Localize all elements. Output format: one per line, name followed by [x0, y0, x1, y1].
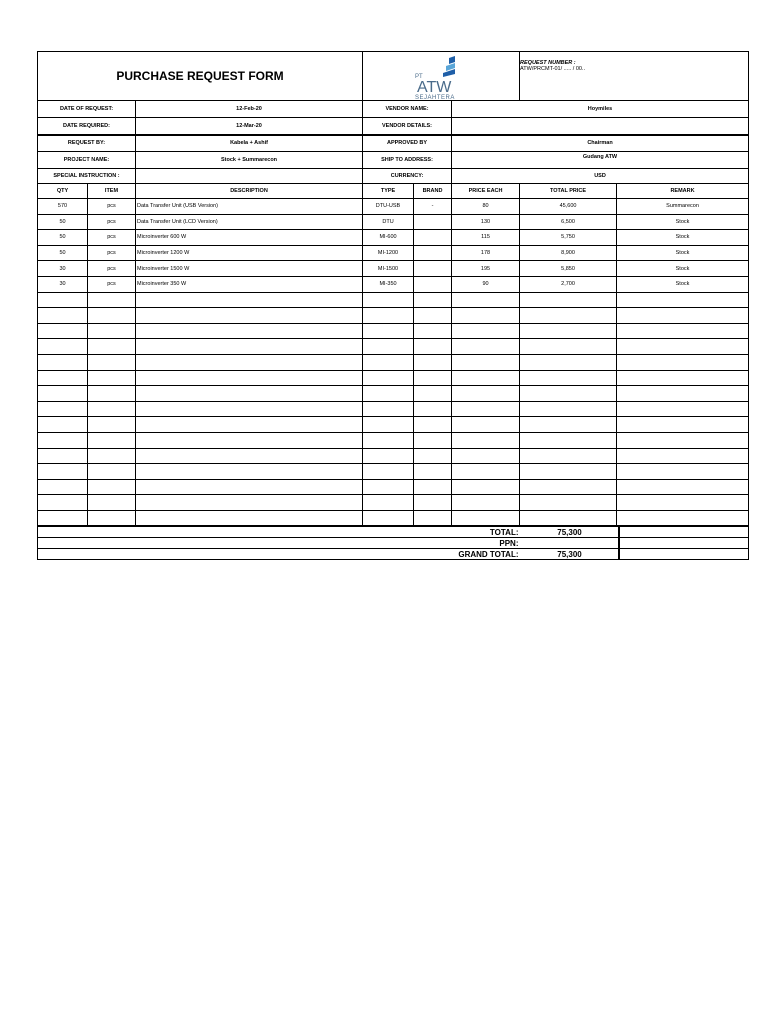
cell-item	[88, 308, 136, 324]
items-header-row	[38, 184, 749, 199]
cell-description	[136, 323, 363, 339]
cell-qty: 50	[38, 230, 88, 246]
grand-total-remark-blank	[619, 549, 749, 560]
cell-brand	[414, 245, 452, 261]
table-row	[38, 261, 749, 277]
cell-price-each: 178	[452, 245, 520, 261]
cell-total-price	[520, 417, 617, 433]
cell-remark	[617, 417, 749, 433]
cell-description	[136, 432, 363, 448]
total-row	[38, 527, 749, 538]
cell-brand	[414, 339, 452, 355]
cell-type	[363, 323, 414, 339]
blank-table-row	[38, 495, 749, 511]
cell-item	[88, 323, 136, 339]
blank-table-row	[38, 479, 749, 495]
cell-brand	[414, 230, 452, 246]
cell-total-price	[520, 479, 617, 495]
cell-type: MI-1200	[363, 245, 414, 261]
cell-brand	[414, 417, 452, 433]
date-required-value: 12-Mar-20	[136, 118, 363, 135]
ship-to-label: SHIP TO ADDRESS:	[363, 152, 452, 169]
cell-item	[88, 432, 136, 448]
table-row	[38, 214, 749, 230]
row-request-approved	[38, 135, 749, 152]
blank-table-row	[38, 510, 749, 526]
cell-remark	[617, 354, 749, 370]
cell-total-price: 45,600	[520, 199, 617, 215]
cell-description	[136, 495, 363, 511]
blank-table-row	[38, 386, 749, 402]
cell-item	[88, 495, 136, 511]
cell-description	[136, 386, 363, 402]
cell-type	[363, 510, 414, 526]
cell-remark: Stock	[617, 214, 749, 230]
project-name-value: Stock + Summarecon	[136, 152, 363, 169]
cell-brand	[414, 354, 452, 370]
svg-text:ATW: ATW	[417, 79, 452, 96]
cell-brand	[414, 308, 452, 324]
cell-price-each	[452, 464, 520, 480]
col-description-header: DESCRIPTION	[136, 184, 363, 199]
row-date-vendor	[38, 101, 749, 118]
cell-type: DTU	[363, 214, 414, 230]
cell-brand	[414, 292, 452, 308]
project-name-label: PROJECT NAME:	[38, 152, 136, 169]
cell-brand	[414, 464, 452, 480]
cell-brand	[414, 448, 452, 464]
cell-type	[363, 401, 414, 417]
cell-description	[136, 510, 363, 526]
cell-remark	[617, 448, 749, 464]
row-instruction-currency	[38, 169, 749, 184]
cell-total-price	[520, 495, 617, 511]
cell-item: pcs	[88, 214, 136, 230]
date-required-label: DATE REQUIRED:	[38, 118, 136, 135]
cell-item	[88, 354, 136, 370]
cell-remark: Stock	[617, 230, 749, 246]
date-of-request-label: DATE OF REQUEST:	[38, 101, 136, 118]
cell-brand	[414, 370, 452, 386]
cell-price-each	[452, 510, 520, 526]
cell-type: MI-600	[363, 230, 414, 246]
cell-price-each	[452, 354, 520, 370]
cell-remark	[617, 308, 749, 324]
cell-type	[363, 495, 414, 511]
col-item-header: ITEM	[88, 184, 136, 199]
cell-type	[363, 417, 414, 433]
ppn-row	[38, 538, 749, 549]
blank-table-row	[38, 354, 749, 370]
svg-text:SEJAHTERA: SEJAHTERA	[415, 95, 455, 100]
cell-total-price	[520, 354, 617, 370]
cell-qty	[38, 417, 88, 433]
cell-item	[88, 339, 136, 355]
cell-remark	[617, 432, 749, 448]
request-number-label: REQUEST NUMBER :	[520, 60, 576, 66]
cell-qty	[38, 479, 88, 495]
cell-item	[88, 292, 136, 308]
cell-description	[136, 339, 363, 355]
cell-brand	[414, 261, 452, 277]
cell-price-each	[452, 417, 520, 433]
cell-qty	[38, 308, 88, 324]
col-total-price-header: TOTAL PRICE	[520, 184, 617, 199]
cell-remark	[617, 339, 749, 355]
cell-description	[136, 308, 363, 324]
form-title: PURCHASE REQUEST FORM	[38, 52, 363, 101]
col-brand-header: BRAND	[414, 184, 452, 199]
cell-price-each	[452, 386, 520, 402]
table-row	[38, 245, 749, 261]
totals-table	[37, 526, 749, 560]
cell-qty	[38, 464, 88, 480]
cell-total-price	[520, 308, 617, 324]
request-by-label: REQUEST BY:	[38, 135, 136, 152]
cell-type	[363, 308, 414, 324]
purchase-request-form	[37, 51, 748, 560]
date-of-request-value: 12-Feb-20	[136, 101, 363, 118]
cell-total-price	[520, 464, 617, 480]
cell-brand	[414, 432, 452, 448]
total-value: 75,300	[522, 527, 619, 538]
cell-price-each: 115	[452, 230, 520, 246]
cell-type	[363, 292, 414, 308]
cell-qty: 50	[38, 214, 88, 230]
cell-total-price	[520, 432, 617, 448]
cell-qty	[38, 354, 88, 370]
cell-total-price	[520, 401, 617, 417]
cell-remark	[617, 370, 749, 386]
cell-type: MI-1500	[363, 261, 414, 277]
row-project-ship	[38, 152, 749, 169]
cell-price-each	[452, 370, 520, 386]
vendor-details-label: VENDOR DETAILS:	[363, 118, 452, 135]
cell-remark	[617, 510, 749, 526]
cell-description	[136, 417, 363, 433]
cell-total-price	[520, 370, 617, 386]
cell-description	[136, 479, 363, 495]
blank-table-row	[38, 339, 749, 355]
blank-table-row	[38, 370, 749, 386]
cell-remark	[617, 464, 749, 480]
cell-total-price: 5,850	[520, 261, 617, 277]
cell-remark	[617, 323, 749, 339]
atw-logo-icon	[413, 54, 473, 100]
cell-item	[88, 448, 136, 464]
cell-price-each: 90	[452, 276, 520, 292]
cell-item: pcs	[88, 261, 136, 277]
approved-by-value: Chairman	[452, 135, 749, 152]
cell-remark: Stock	[617, 245, 749, 261]
cell-brand	[414, 479, 452, 495]
cell-item	[88, 479, 136, 495]
cell-price-each	[452, 339, 520, 355]
cell-description: Microinverter 600 W	[136, 230, 363, 246]
table-row	[38, 230, 749, 246]
request-number-value: ATW/PRCMT-01/ ..... / 00..	[520, 66, 586, 72]
table-row	[38, 199, 749, 215]
cell-total-price	[520, 339, 617, 355]
row-required-details	[38, 118, 749, 135]
request-number-cell	[520, 52, 749, 101]
cell-total-price	[520, 323, 617, 339]
header-row	[38, 52, 749, 101]
company-logo	[363, 52, 520, 101]
cell-item	[88, 370, 136, 386]
table-row	[38, 276, 749, 292]
grand-total-value: 75,300	[522, 549, 619, 560]
cell-total-price	[520, 448, 617, 464]
currency-label: CURRENCY:	[363, 169, 452, 184]
cell-qty	[38, 386, 88, 402]
total-remark-blank	[619, 527, 749, 538]
cell-price-each	[452, 323, 520, 339]
col-type-header: TYPE	[363, 184, 414, 199]
cell-type: DTU-USB	[363, 199, 414, 215]
col-qty-header: QTY	[38, 184, 88, 199]
cell-total-price: 6,500	[520, 214, 617, 230]
cell-description: Microinverter 350 W	[136, 276, 363, 292]
cell-brand	[414, 276, 452, 292]
cell-brand	[414, 495, 452, 511]
request-by-value: Kabela + Ashif	[136, 135, 363, 152]
cell-remark: Stock	[617, 276, 749, 292]
cell-brand: -	[414, 199, 452, 215]
cell-type: MI-350	[363, 276, 414, 292]
cell-description: Microinverter 1500 W	[136, 261, 363, 277]
cell-item	[88, 401, 136, 417]
cell-remark: Summarecon	[617, 199, 749, 215]
ppn-value	[522, 538, 619, 549]
cell-description	[136, 401, 363, 417]
cell-total-price	[520, 386, 617, 402]
col-price-each-header: PRICE EACH	[452, 184, 520, 199]
cell-description: Data Transfer Unit (LCD Version)	[136, 214, 363, 230]
blank-table-row	[38, 417, 749, 433]
cell-total-price	[520, 510, 617, 526]
vendor-name-value: Hoymiles	[452, 101, 749, 118]
cell-qty	[38, 292, 88, 308]
blank-table-row	[38, 448, 749, 464]
ppn-label: PPN:	[38, 538, 522, 549]
cell-brand	[414, 510, 452, 526]
cell-remark: Stock	[617, 261, 749, 277]
cell-price-each	[452, 432, 520, 448]
special-instruction-label: SPECIAL INSTRUCTION :	[38, 169, 136, 184]
cell-item: pcs	[88, 230, 136, 246]
cell-qty: 30	[38, 261, 88, 277]
cell-qty	[38, 401, 88, 417]
cell-brand	[414, 323, 452, 339]
cell-price-each: 195	[452, 261, 520, 277]
cell-item: pcs	[88, 276, 136, 292]
cell-item	[88, 386, 136, 402]
grand-total-row	[38, 549, 749, 560]
cell-total-price: 5,750	[520, 230, 617, 246]
cell-qty: 50	[38, 245, 88, 261]
blank-table-row	[38, 401, 749, 417]
cell-price-each	[452, 308, 520, 324]
cell-type	[363, 354, 414, 370]
cell-type	[363, 386, 414, 402]
svg-text:PT: PT	[415, 74, 423, 80]
cell-description: Microinverter 1200 W	[136, 245, 363, 261]
cell-price-each	[452, 479, 520, 495]
cell-price-each	[452, 292, 520, 308]
cell-qty	[38, 432, 88, 448]
cell-qty	[38, 370, 88, 386]
cell-qty	[38, 448, 88, 464]
cell-qty	[38, 495, 88, 511]
cell-description	[136, 464, 363, 480]
cell-item	[88, 417, 136, 433]
cell-remark	[617, 292, 749, 308]
blank-table-row	[38, 464, 749, 480]
cell-qty	[38, 323, 88, 339]
special-instruction-value	[136, 169, 363, 184]
cell-description	[136, 292, 363, 308]
blank-table-row	[38, 308, 749, 324]
total-label: TOTAL:	[38, 527, 522, 538]
form-table	[37, 51, 749, 526]
blank-table-row	[38, 323, 749, 339]
cell-type	[363, 370, 414, 386]
cell-type	[363, 479, 414, 495]
approved-by-label: APPROVED BY	[363, 135, 452, 152]
cell-price-each: 130	[452, 214, 520, 230]
ppn-remark-blank	[619, 538, 749, 549]
cell-qty: 570	[38, 199, 88, 215]
cell-item	[88, 464, 136, 480]
currency-value: USD	[452, 169, 749, 184]
col-remark-header: REMARK	[617, 184, 749, 199]
cell-remark	[617, 495, 749, 511]
cell-remark	[617, 479, 749, 495]
cell-remark	[617, 386, 749, 402]
cell-description	[136, 354, 363, 370]
cell-qty: 30	[38, 276, 88, 292]
cell-item: pcs	[88, 245, 136, 261]
vendor-details-value	[452, 118, 749, 135]
blank-table-row	[38, 292, 749, 308]
cell-description	[136, 370, 363, 386]
blank-table-row	[38, 432, 749, 448]
cell-price-each	[452, 495, 520, 511]
cell-qty	[38, 339, 88, 355]
cell-type	[363, 432, 414, 448]
cell-qty	[38, 510, 88, 526]
cell-item: pcs	[88, 199, 136, 215]
ship-to-value: Gudang ATW	[452, 152, 749, 169]
cell-type	[363, 339, 414, 355]
vendor-name-label: VENDOR NAME:	[363, 101, 452, 118]
cell-brand	[414, 214, 452, 230]
cell-remark	[617, 401, 749, 417]
cell-type	[363, 448, 414, 464]
cell-type	[363, 464, 414, 480]
grand-total-label: GRAND TOTAL:	[38, 549, 522, 560]
cell-item	[88, 510, 136, 526]
cell-total-price: 2,700	[520, 276, 617, 292]
cell-brand	[414, 401, 452, 417]
cell-price-each	[452, 401, 520, 417]
cell-description	[136, 448, 363, 464]
cell-total-price	[520, 292, 617, 308]
cell-price-each	[452, 448, 520, 464]
cell-total-price: 8,900	[520, 245, 617, 261]
cell-description: Data Transfer Unit (USB Version)	[136, 199, 363, 215]
cell-price-each: 80	[452, 199, 520, 215]
cell-brand	[414, 386, 452, 402]
